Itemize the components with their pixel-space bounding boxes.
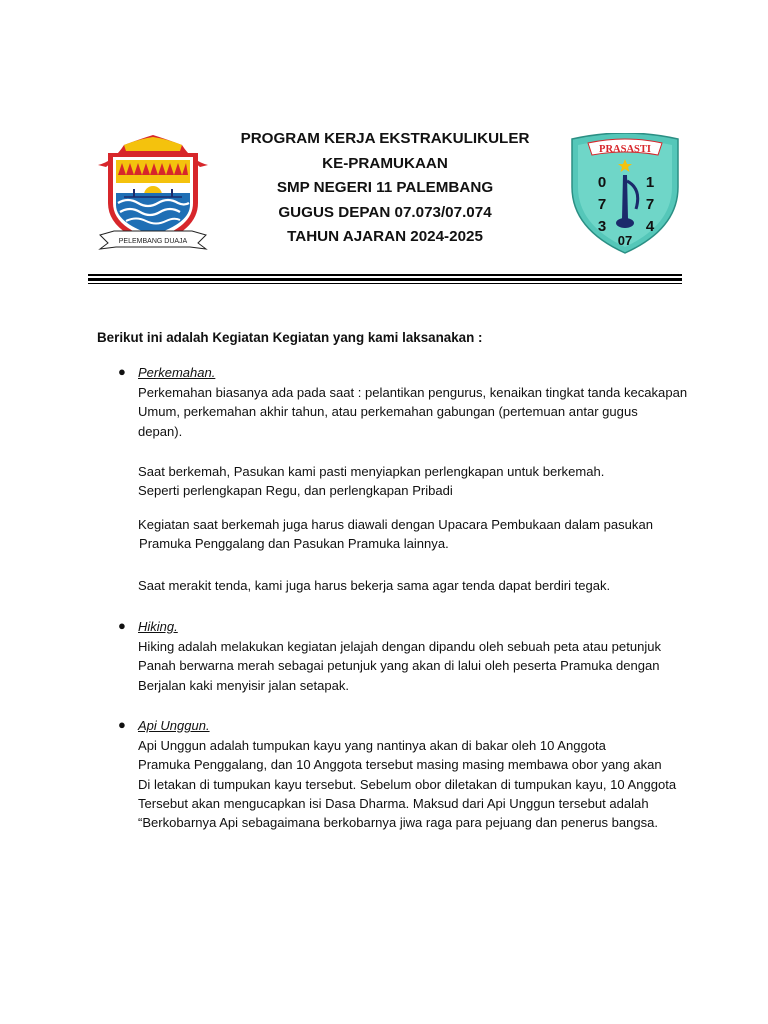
item-paragraph [138,736,676,832]
text-line: Di letakan di tumpukan kayu tersebut. Sebelum obor diletakan di tumpukan kayu, 10 Anggota [138,776,677,792]
item-paragraph [138,383,687,441]
intro-text: Berikut ini adalah Kegiatan Kegiatan yang kami laksanakan : [97,330,483,345]
badge-digit: 4 [645,218,655,235]
header-divider [88,283,682,284]
header-line: KE-PRAMUKAAN [322,154,448,172]
item-paragraph [138,462,604,501]
header-line: GUGUS DEPAN 07.073/07.074 [278,203,492,221]
text-line: Pramuka Penggalang, dan 10 Anggota tersebut masing masing membawa obor yang akan [138,757,662,773]
bullet-icon: ● [118,618,126,633]
header-line: TAHUN AJARAN 2024-2025 [287,228,483,245]
badge-digit: 7 [645,196,655,213]
text-line: Kegiatan saat berkemah juga harus diawali dengan Upacara Pembukaan dalam pasukan [138,517,653,532]
item-title: Hiking. [138,619,178,634]
header-line: PROGRAM KERJA EKSTRAKULIKULER [240,130,530,147]
text-line: Hiking adalah melakukan kegiatan jelajah dengan dipandu oleh sebuah peta atau petunjuk [138,639,662,654]
text-line: Perkemahan biasanya ada pada saat : pelantikan pengurus, kenaikan tingkat tanda kecakapan [138,385,688,400]
badge-digit: 07 [617,233,633,248]
item-title: Perkemahan. [138,365,216,380]
badge-digit: 1 [645,174,655,191]
text-line: Saat merakit tenda, kami juga harus bekerja sama agar tenda dapat berdiri tegak. [138,578,611,593]
prasasti-badge-logo [566,133,684,255]
text-line: Berjalan kaki menyisir jalan setapak. [138,677,350,693]
text-line: Saat berkemah, Pasukan kami pasti menyiapkan perlengkapan untuk berkemah. [138,464,605,479]
badge-digit: 3 [597,218,607,235]
badge-digit: 7 [597,196,607,213]
item-paragraph [138,515,653,554]
bullet-icon: ● [118,364,126,379]
logo-ribbon-text: PELEMBANG DUAJA [118,238,188,245]
badge-banner-text: PRASASTI [599,144,651,155]
text-line: Pramuka Penggalang dan Pasukan Pramuka lainnya. [139,536,449,552]
palembang-coat-of-arms-logo [94,131,212,255]
text-line: Tersebut akan mengucapkan isi Dasa Dharma. Maksud dari Api Unggun tersebut adalah [138,795,649,811]
text-line: Seperti perlengkapan Regu, dan perlengkapan Pribadi [138,483,453,499]
text-line: Panah berwarna merah sebagai petunjuk yang akan di lalui oleh peserta Pramuka dengan [138,658,660,674]
item-paragraph [138,637,661,695]
bullet-icon: ● [118,717,126,732]
text-line: Api Unggun adalah tumpukan kayu yang nantinya akan di bakar oleh 10 Anggota [138,738,606,753]
text-line: “Berkobarnya Api sebagaimana berkobarnya jiwa raga para pejuang dan penerus bangsa. [138,815,659,831]
document-header-title [230,127,540,250]
header-divider [88,274,682,276]
header-line: SMP NEGERI 11 PALEMBANG [276,179,494,196]
text-line: depan). [138,423,183,439]
badge-digit: 0 [597,174,607,191]
item-title: Api Unggun. [138,718,210,733]
text-line: Umum, perkemahan akhir tahun, atau perkemahan gabungan (pertemuan antar gugus [138,404,638,420]
item-paragraph [138,576,610,595]
header-divider [88,278,682,281]
